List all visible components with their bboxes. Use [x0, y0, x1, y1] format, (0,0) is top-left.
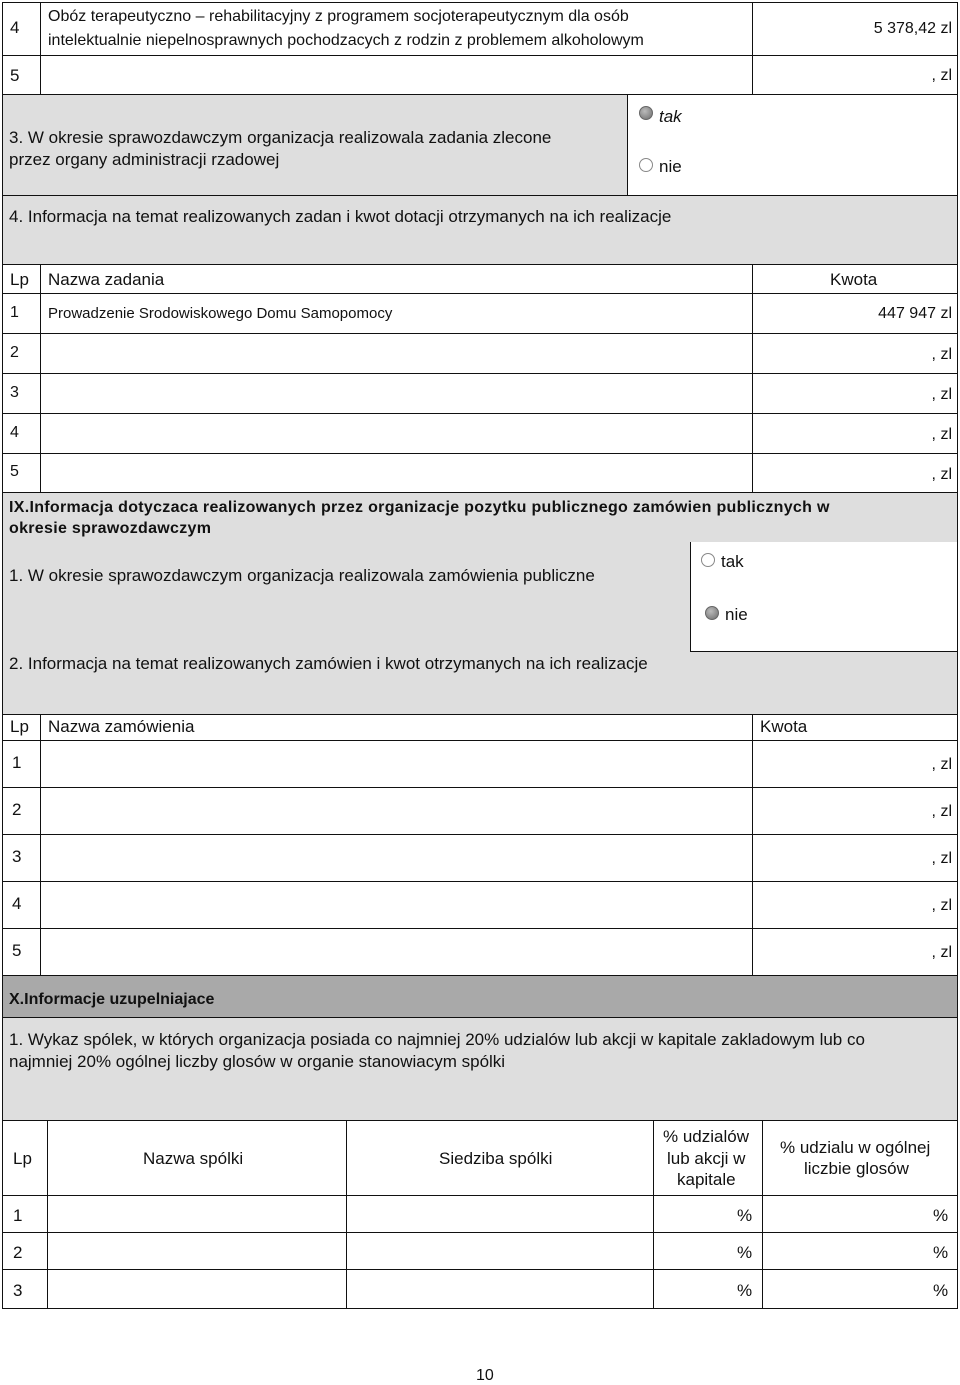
top-row-4-amount: 5 378,42 zl: [873, 20, 952, 37]
s9-label-tak: tak: [721, 552, 744, 571]
companies-row-lp-cell: [2, 1232, 48, 1270]
orders-row-lp: 4: [12, 894, 22, 913]
orders-row-lp: 1: [12, 753, 22, 772]
tasks-row-amount: 447 947 zl: [878, 305, 952, 322]
orders-row-amount: , zl: [931, 944, 952, 961]
orders-row-lp-cell: [2, 881, 41, 929]
page-number: 10: [476, 1367, 494, 1384]
companies-row-name-cell[interactable]: [47, 1232, 347, 1270]
tasks-head-amount: Kwota: [830, 270, 878, 289]
s9-radio-tak[interactable]: [701, 553, 715, 567]
orders-row-amount: , zl: [931, 803, 952, 820]
companies-head-votes-cell: [762, 1120, 958, 1196]
companies-row-name-cell[interactable]: [47, 1195, 347, 1233]
companies-row-lp: 1: [13, 1206, 23, 1225]
section-10-q1-line1: 1. Wykaz spólek, w których organizacja posiada co najmniej 20% udzialów lub akcji w kapitale zakladowym lub co: [9, 1030, 865, 1049]
tasks-head-lp: Lp: [10, 270, 29, 289]
tasks-row-name: Prowadzenie Srodowiskowego Domu Samopomocy: [48, 305, 393, 322]
companies-head-name: Nazwa spólki: [143, 1149, 244, 1168]
section-10-title: X.Informacje uzupelniajace: [9, 991, 215, 1008]
companies-row-votes-cell[interactable]: [762, 1195, 958, 1233]
tasks-row-lp: 5: [10, 463, 19, 480]
companies-row-seat-cell[interactable]: [346, 1269, 654, 1309]
tasks-row-amount: , zl: [931, 426, 952, 443]
q4-text: 4. Informacja na temat realizowanych zadan i kwot dotacji otrzymanych na ich realizacje: [9, 207, 672, 226]
top-row-5-lp: 5: [10, 66, 20, 85]
orders-row-name-cell[interactable]: [40, 834, 753, 882]
orders-row-amount-cell[interactable]: [752, 740, 958, 788]
companies-row-share: %: [737, 1206, 753, 1225]
tasks-row-lp-cell: [2, 293, 41, 334]
orders-head-name: Nazwa zamówienia: [48, 717, 195, 736]
companies-head-seat: Siedziba spólki: [439, 1149, 553, 1168]
orders-head-lp: Lp: [10, 717, 29, 736]
companies-row-votes-cell[interactable]: [762, 1232, 958, 1270]
companies-head-votes-line1: % udzialu w ogólnej: [780, 1138, 931, 1157]
orders-row-lp: 2: [12, 800, 22, 819]
companies-head-share-line2: lub akcji w: [667, 1149, 746, 1168]
s9-radio-nie[interactable]: [705, 606, 719, 620]
tasks-row-amount-cell[interactable]: [752, 333, 958, 374]
tasks-row-name-cell[interactable]: [40, 333, 753, 374]
companies-head-share-line1: % udzialów: [663, 1127, 749, 1146]
companies-row-share: %: [737, 1243, 753, 1262]
tasks-row-lp-cell: [2, 413, 41, 454]
orders-row-lp-cell: [2, 740, 41, 788]
tasks-row-name-cell[interactable]: [40, 413, 753, 454]
orders-head-amount: Kwota: [760, 717, 808, 736]
section-10-q1-line2: najmniej 20% ogólnej liczby glosów w organie stanowiacym spólki: [9, 1052, 506, 1071]
tasks-row-amount: , zl: [931, 346, 952, 363]
orders-row-name-cell[interactable]: [40, 881, 753, 929]
companies-row-seat-cell[interactable]: [346, 1195, 654, 1233]
companies-head-share-line3: kapitale: [677, 1170, 736, 1189]
tasks-row-lp: 3: [10, 384, 19, 401]
tasks-row-amount: , zl: [931, 386, 952, 403]
orders-row-name-cell[interactable]: [40, 928, 753, 976]
tasks-row-lp: 4: [10, 424, 19, 441]
section-9-title-line1: IX.Informacja dotyczaca realizowanych przez organizacje pozytku publicznego zamówien publicznych w: [9, 499, 830, 516]
top-row-4-lp: 4: [10, 18, 20, 37]
orders-row-amount-cell[interactable]: [752, 834, 958, 882]
companies-row-lp-cell: [2, 1195, 48, 1233]
section-9-q2: 2. Informacja na temat realizowanych zamówien i kwot otrzymanych na ich realizacje: [9, 654, 648, 673]
orders-row-name-cell[interactable]: [40, 740, 753, 788]
companies-head-lp: Lp: [13, 1149, 32, 1168]
q3-question-line1: 3. W okresie sprawozdawczym organizacja realizowala zadania zlecone: [9, 128, 552, 147]
companies-row-votes: %: [933, 1206, 949, 1225]
companies-row-votes: %: [933, 1243, 949, 1262]
orders-row-lp-cell: [2, 928, 41, 976]
orders-row-amount-cell[interactable]: [752, 928, 958, 976]
q3-radio-nie[interactable]: [639, 158, 653, 172]
orders-row-lp-cell: [2, 787, 41, 835]
top-row-4-name-line2: intelektualnie niepelnosprawnych pochodzacych z rodzin z problemem alkoholowym: [48, 32, 644, 49]
orders-row-amount-cell[interactable]: [752, 881, 958, 929]
companies-row-lp: 3: [13, 1281, 23, 1300]
top-row-4-name-line1: Obóz terapeutyczno – rehabilitacyjny z programem socjoterapeutycznym dla osób: [48, 8, 629, 25]
tasks-row-amount-cell[interactable]: [752, 413, 958, 454]
orders-row-lp-cell: [2, 834, 41, 882]
section-9-q1: 1. W okresie sprawozdawczym organizacja realizowala zamówienia publiczne: [9, 566, 595, 585]
companies-row-lp-cell: [2, 1269, 48, 1309]
s9-label-nie: nie: [725, 605, 748, 624]
tasks-row-lp-cell: [2, 453, 41, 493]
q3-label-nie: nie: [659, 157, 682, 176]
tasks-row-lp-cell: [2, 333, 41, 374]
orders-row-name-cell[interactable]: [40, 787, 753, 835]
top-row-5-amount: , zl: [931, 67, 952, 84]
tasks-row-name-cell[interactable]: [40, 373, 753, 414]
top-row-5-amount-cell[interactable]: [752, 55, 958, 95]
tasks-row-amount: , zl: [931, 466, 952, 483]
companies-row-votes: %: [933, 1281, 949, 1300]
orders-row-amount-cell[interactable]: [752, 787, 958, 835]
tasks-row-name-cell[interactable]: [40, 453, 753, 493]
companies-row-lp: 2: [13, 1243, 23, 1262]
orders-row-amount: , zl: [931, 756, 952, 773]
companies-row-name-cell[interactable]: [47, 1269, 347, 1309]
q3-question-line2: przez organy administracji rzadowej: [9, 150, 280, 169]
tasks-row-lp: 2: [10, 344, 19, 361]
section-9-title-line2: okresie sprawozdawczym: [9, 520, 212, 537]
tasks-row-amount-cell[interactable]: [752, 453, 958, 493]
orders-row-lp: 3: [12, 847, 22, 866]
tasks-row-lp: 1: [10, 304, 19, 321]
orders-row-amount: , zl: [931, 850, 952, 867]
companies-row-share: %: [737, 1281, 753, 1300]
orders-row-lp: 5: [12, 941, 22, 960]
q3-radio-tak[interactable]: [639, 106, 653, 120]
q4-block: [2, 195, 958, 265]
tasks-head-name: Nazwa zadania: [48, 270, 165, 289]
orders-row-amount: , zl: [931, 897, 952, 914]
tasks-row-lp-cell: [2, 373, 41, 414]
companies-head-votes-line2: liczbie glosów: [804, 1159, 909, 1178]
q3-label-tak: tak: [659, 107, 682, 126]
companies-row-votes-cell[interactable]: [762, 1269, 958, 1309]
top-row-5-lp-cell: [2, 55, 41, 95]
companies-row-seat-cell[interactable]: [346, 1232, 654, 1270]
tasks-row-amount-cell[interactable]: [752, 373, 958, 414]
top-row-5-name-cell[interactable]: [40, 55, 753, 95]
top-row-4-lp-cell: [2, 2, 41, 56]
